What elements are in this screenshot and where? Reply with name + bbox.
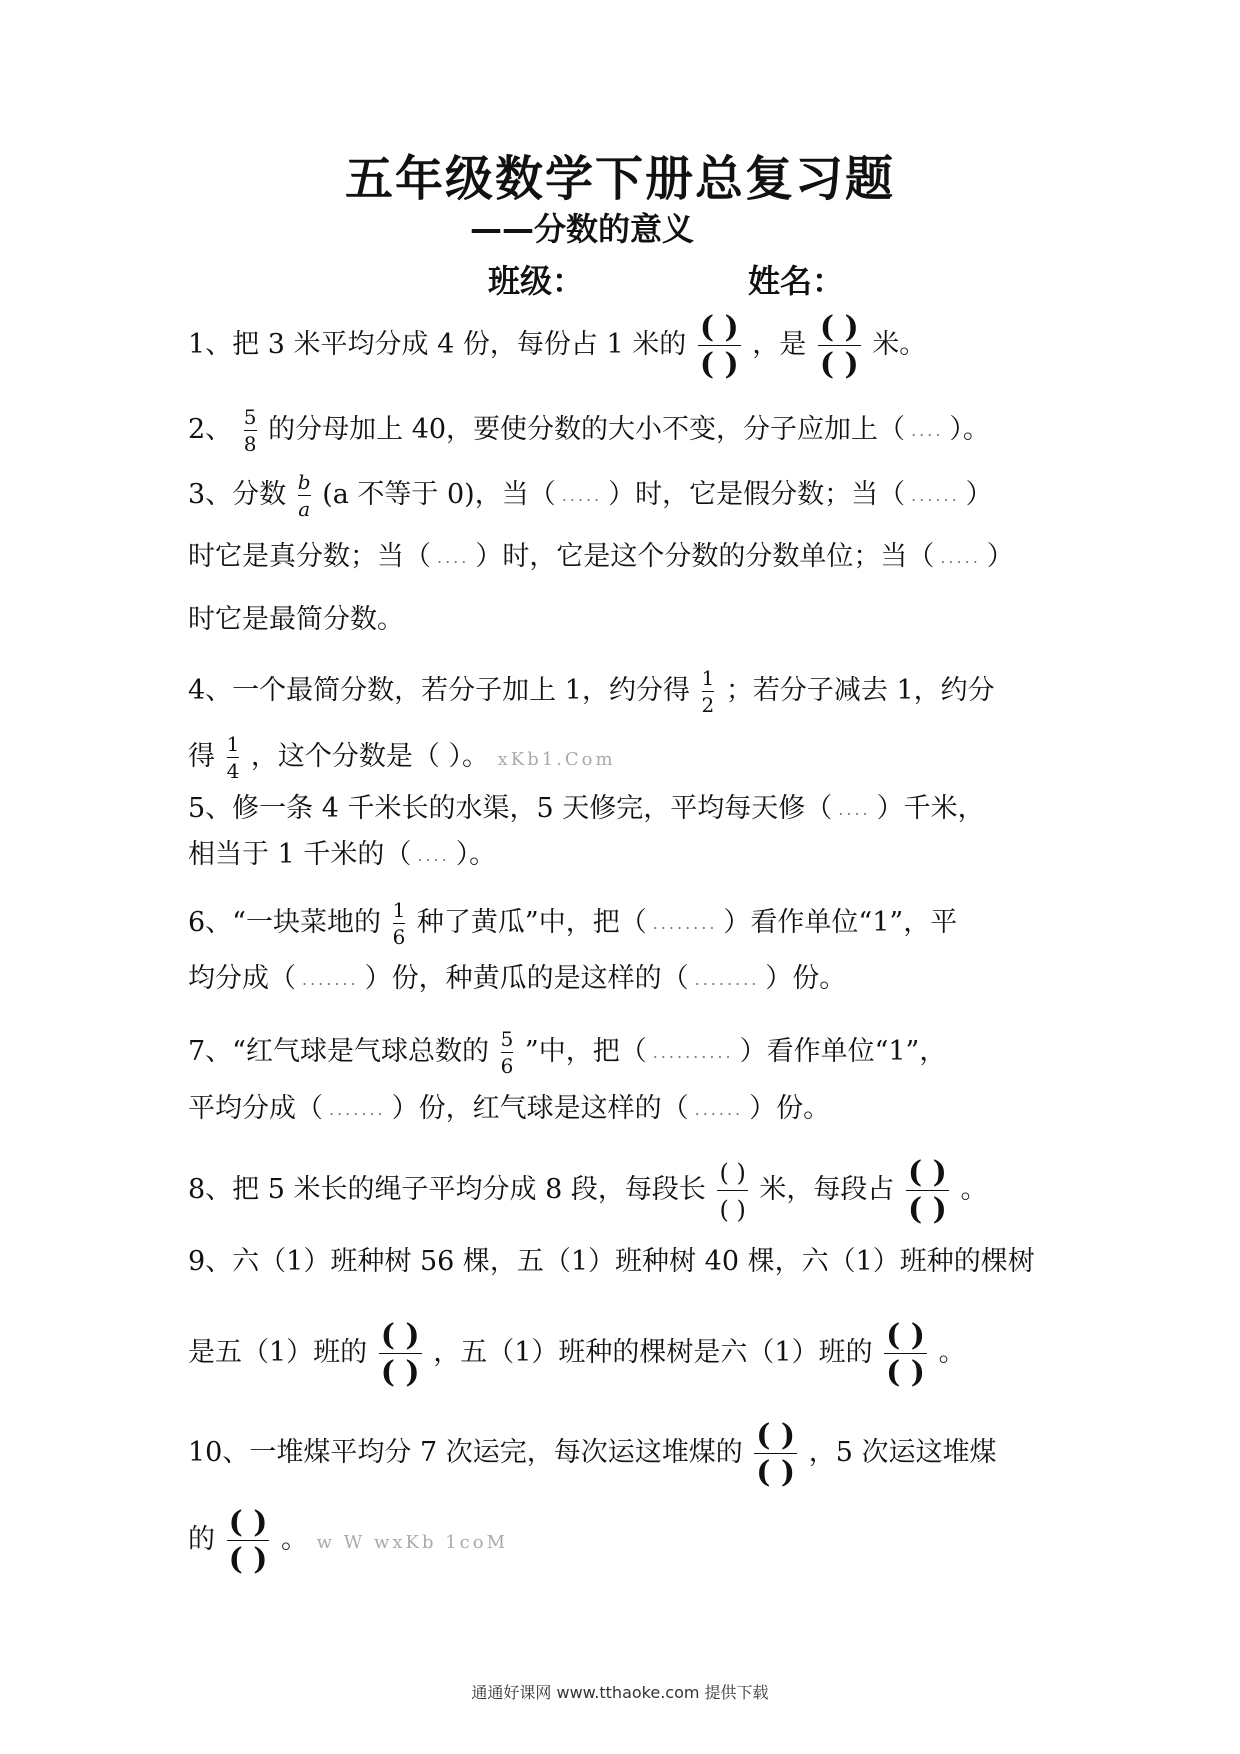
answer-blank[interactable]: ..... bbox=[940, 547, 981, 567]
fraction: $\frac{5}{8}$ bbox=[243, 405, 257, 456]
page-subtitle: ——分数的意义 bbox=[470, 210, 695, 248]
q3-text-a: 3、分数 bbox=[188, 479, 287, 510]
answer-blank[interactable]: ........ bbox=[694, 969, 760, 989]
q7-text-d: 平均分成（ bbox=[188, 1093, 323, 1124]
question-5-line-2 bbox=[188, 838, 496, 873]
q10-text-b: ，5 次运这堆煤 bbox=[808, 1437, 997, 1468]
question-10 bbox=[188, 1418, 997, 1489]
question-5 bbox=[188, 792, 985, 827]
q6-text-e: ）份，种黄瓜的是这样的（ bbox=[364, 963, 689, 994]
q1-text-b: ，是 bbox=[752, 329, 807, 360]
question-3-line-2 bbox=[188, 540, 1014, 575]
answer-blank[interactable]: ...... bbox=[694, 1099, 744, 1119]
blank-fraction[interactable]: $\frac{( )}{( )}$ bbox=[886, 1317, 926, 1390]
q10-text-d: 。 bbox=[281, 1524, 309, 1555]
answer-blank[interactable]: ........ bbox=[652, 913, 718, 933]
q7-text-b: ”中，把（ bbox=[524, 1036, 647, 1067]
question-9-line-2 bbox=[188, 1318, 966, 1389]
blank-fraction[interactable]: $\frac{( )}{( )}$ bbox=[228, 1504, 268, 1577]
question-8 bbox=[188, 1155, 987, 1226]
q3-text-d: ） bbox=[965, 479, 993, 510]
answer-blank[interactable]: .... bbox=[437, 547, 470, 567]
question-2 bbox=[188, 405, 990, 456]
answer-blank[interactable]: ....... bbox=[302, 969, 359, 989]
q5-text-d: ）。 bbox=[455, 839, 497, 870]
q7-text-e: ）份，红气球是这样的（ bbox=[391, 1093, 689, 1124]
answer-blank[interactable]: ....... bbox=[329, 1099, 386, 1119]
q6-text-f: ）份。 bbox=[765, 963, 847, 994]
blank-fraction[interactable]: $\frac{( )}{( )}$ bbox=[819, 309, 859, 382]
q3-text-g: ） bbox=[986, 541, 1014, 572]
q7-text-f: ）份。 bbox=[749, 1093, 831, 1124]
blank-fraction[interactable]: $\frac{( )}{( )}$ bbox=[756, 1417, 796, 1490]
blank-fraction[interactable]: $\frac{( )}{( )}$ bbox=[380, 1317, 420, 1390]
fraction: $\frac{5}{6}$ bbox=[500, 1027, 514, 1078]
q7-text-c: ）看作单位“1”， bbox=[739, 1036, 947, 1067]
q2-text-c: ）。 bbox=[949, 414, 990, 445]
q3-text-e: 时它是真分数；当（ bbox=[188, 541, 431, 572]
q3-text-h: 时它是最简分数。 bbox=[188, 604, 404, 635]
q6-text-c: ）看作单位“1”，平 bbox=[723, 907, 958, 938]
q1-text-a: 1、把 3 米平均分成 4 份，每份占 1 米的 bbox=[188, 329, 687, 360]
blank-fraction[interactable]: $\frac{( )}{( )}$ bbox=[908, 1154, 947, 1227]
question-4 bbox=[188, 666, 995, 717]
name-label: 姓名： bbox=[748, 262, 845, 300]
answer-blank[interactable]: .... bbox=[838, 799, 871, 819]
question-3-line-3 bbox=[188, 603, 404, 637]
q4-text-d: ，这个分数是（ ）。 bbox=[250, 741, 490, 772]
answer-blank[interactable]: .... bbox=[417, 845, 450, 865]
answer-blank[interactable]: .......... bbox=[652, 1042, 734, 1062]
fraction: $\frac{1}{2}$ bbox=[701, 666, 715, 717]
q3-text-f: ）时，它是这个分数的分数单位；当（ bbox=[475, 541, 935, 572]
fraction: $\frac{1}{6}$ bbox=[392, 898, 406, 949]
q4-text-a: 4、一个最简分数，若分子加上 1，约分得 bbox=[188, 675, 690, 706]
answer-blank[interactable]: ..... bbox=[561, 485, 603, 505]
q10-text-c: 的 bbox=[188, 1524, 215, 1555]
question-7 bbox=[188, 1027, 946, 1078]
q9-text-d: 。 bbox=[938, 1337, 966, 1368]
q10-text-a: 10、一堆煤平均分 7 次运完，每次运这堆煤的 bbox=[188, 1437, 743, 1468]
question-4-line-2 bbox=[188, 732, 616, 783]
question-6 bbox=[188, 898, 957, 949]
q5-text-b: ）千米， bbox=[876, 793, 985, 824]
q9-text-c: ，五（1）班种的棵树是六（1）班的 bbox=[433, 1337, 873, 1368]
q8-text-c: 。 bbox=[960, 1174, 988, 1205]
question-7-line-2 bbox=[188, 1092, 830, 1127]
question-3 bbox=[188, 470, 993, 521]
q3-text-b: (a 不等于 0)，当（ bbox=[322, 479, 556, 510]
q9-text-a: 9、六（1）班种树 56 棵，五（1）班种树 40 棵，六（1）班种的棵树 bbox=[188, 1246, 1035, 1277]
watermark: w W wxKb 1coM bbox=[316, 1532, 509, 1553]
blank-fraction[interactable]: $\frac{( )}{( )}$ bbox=[719, 1158, 746, 1224]
q9-text-b: 是五（1）班的 bbox=[188, 1337, 368, 1368]
footer-credit: 通通好课网 www.tthaoke.com 提供下载 bbox=[471, 1683, 769, 1702]
q6-text-b: 种了黄瓜”中，把（ bbox=[416, 907, 647, 938]
fraction: $\frac{b}{a}$ bbox=[297, 470, 311, 521]
fraction: $\frac{1}{4}$ bbox=[226, 732, 240, 783]
blank-fraction[interactable]: $\frac{( )}{( )}$ bbox=[699, 309, 739, 382]
watermark: xKb1.Com bbox=[497, 749, 616, 770]
q5-text-c: 相当于 1 千米的（ bbox=[188, 839, 412, 870]
class-label: 班级： bbox=[488, 262, 585, 300]
q8-text-b: 米，每段占 bbox=[759, 1174, 895, 1205]
question-10-line-2 bbox=[188, 1505, 508, 1576]
answer-blank[interactable]: .... bbox=[911, 420, 944, 440]
q1-text-c: 米。 bbox=[872, 329, 927, 360]
q4-text-b: ；若分子减去 1，约分 bbox=[725, 675, 995, 706]
q7-text-a: 7、“红气球是气球总数的 bbox=[188, 1036, 489, 1067]
question-1 bbox=[188, 310, 926, 381]
q6-text-d: 均分成（ bbox=[188, 963, 296, 994]
q3-text-c: ）时，它是假分数；当（ bbox=[608, 479, 906, 510]
q5-text-a: 5、修一条 4 千米长的水渠，5 天修完，平均每天修（ bbox=[188, 793, 833, 824]
question-9 bbox=[188, 1245, 1035, 1279]
q8-text-a: 8、把 5 米长的绳子平均分成 8 段，每段长 bbox=[188, 1174, 706, 1205]
q2-text-a: 2、 bbox=[188, 414, 233, 445]
q2-text-b: 的分母加上 40，要使分数的大小不变，分子应加上（ bbox=[268, 414, 906, 445]
question-6-line-2 bbox=[188, 962, 846, 997]
answer-blank[interactable]: ...... bbox=[911, 485, 960, 505]
page-title: 五年级数学下册总复习题 bbox=[344, 151, 895, 207]
q4-text-c: 得 bbox=[188, 741, 215, 772]
q6-text-a: 6、“一块菜地的 bbox=[188, 907, 381, 938]
